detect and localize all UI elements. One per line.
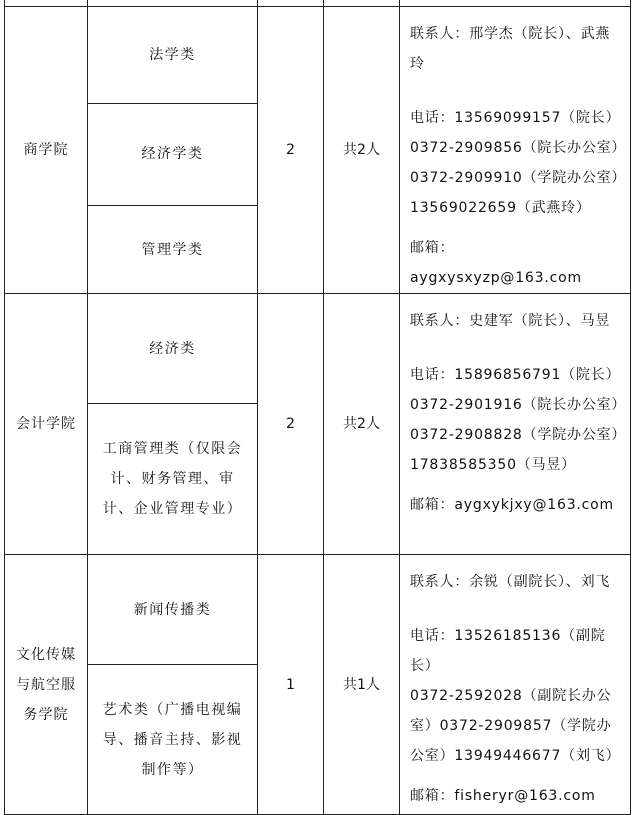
contact-person: 联系人：邢学杰（院长）、武燕玲 [410, 26, 611, 72]
total-cell: 共2人 [324, 294, 400, 555]
contact-phone: 0372-2909910（学院办公室） [410, 170, 627, 186]
contact-phone: 0372-2909856（院长办公室） [410, 140, 627, 156]
contact-phone: 电话：15896856791（院长） [410, 367, 621, 383]
college-name: 商学院 [5, 7, 88, 294]
table-row [5, 294, 631, 404]
subject-cell: 艺术类（广播电视编导、播音主持、影视制作等） [88, 665, 258, 815]
contact-cell [400, 294, 631, 555]
contact-person: 联系人：余锐（副院长）、刘飞 [410, 574, 611, 590]
total-cell: 共2人 [324, 7, 400, 294]
contact-phone: 17838585350（马昱） [410, 457, 576, 473]
table-row [5, 555, 631, 665]
table-row [5, 7, 631, 104]
contact-cell [400, 555, 631, 815]
total-cell: 共1人 [324, 555, 400, 815]
recruitment-table [4, 0, 631, 815]
contact-phone: 0372-2592028（副院长办公室）0372-2909857（学院办公室）13949446677（刘飞） [410, 688, 621, 764]
college-name: 会计学院 [5, 294, 88, 555]
subject-cell: 经济学类 [88, 103, 258, 205]
count-cell: 2 [258, 7, 324, 294]
contact-phone: 13569022659（武燕玲） [410, 200, 591, 216]
contact-phone: 电话：13569099157（院长） [410, 110, 621, 126]
contact-phone: 0372-2901916（院长办公室） [410, 397, 627, 413]
subject-cell: 经济类 [88, 294, 258, 404]
subject-cell: 新闻传播类 [88, 555, 258, 665]
count-cell: 1 [258, 555, 324, 815]
subject-cell: 法学类 [88, 7, 258, 104]
college-name: 文化传媒与航空服务学院 [5, 555, 88, 815]
contact-cell [400, 7, 631, 294]
contact-email: 邮箱：fisheryr@163.com [410, 788, 596, 804]
contact-email: 邮箱：aygxykjxy@163.com [410, 497, 614, 513]
contact-phone: 0372-2908828（学院办公室） [410, 427, 627, 443]
contact-email: 邮箱：aygxysxyzp@163.com [410, 240, 582, 286]
count-cell: 2 [258, 294, 324, 555]
contact-person: 联系人：史建军（院长）、马昱 [410, 313, 611, 329]
contact-phone: 电话：13526185136（副院长） [410, 628, 606, 674]
subject-cell: 工商管理类（仅限会计、财务管理、审计、企业管理专业） [88, 404, 258, 555]
subject-cell: 管理学类 [88, 206, 258, 294]
